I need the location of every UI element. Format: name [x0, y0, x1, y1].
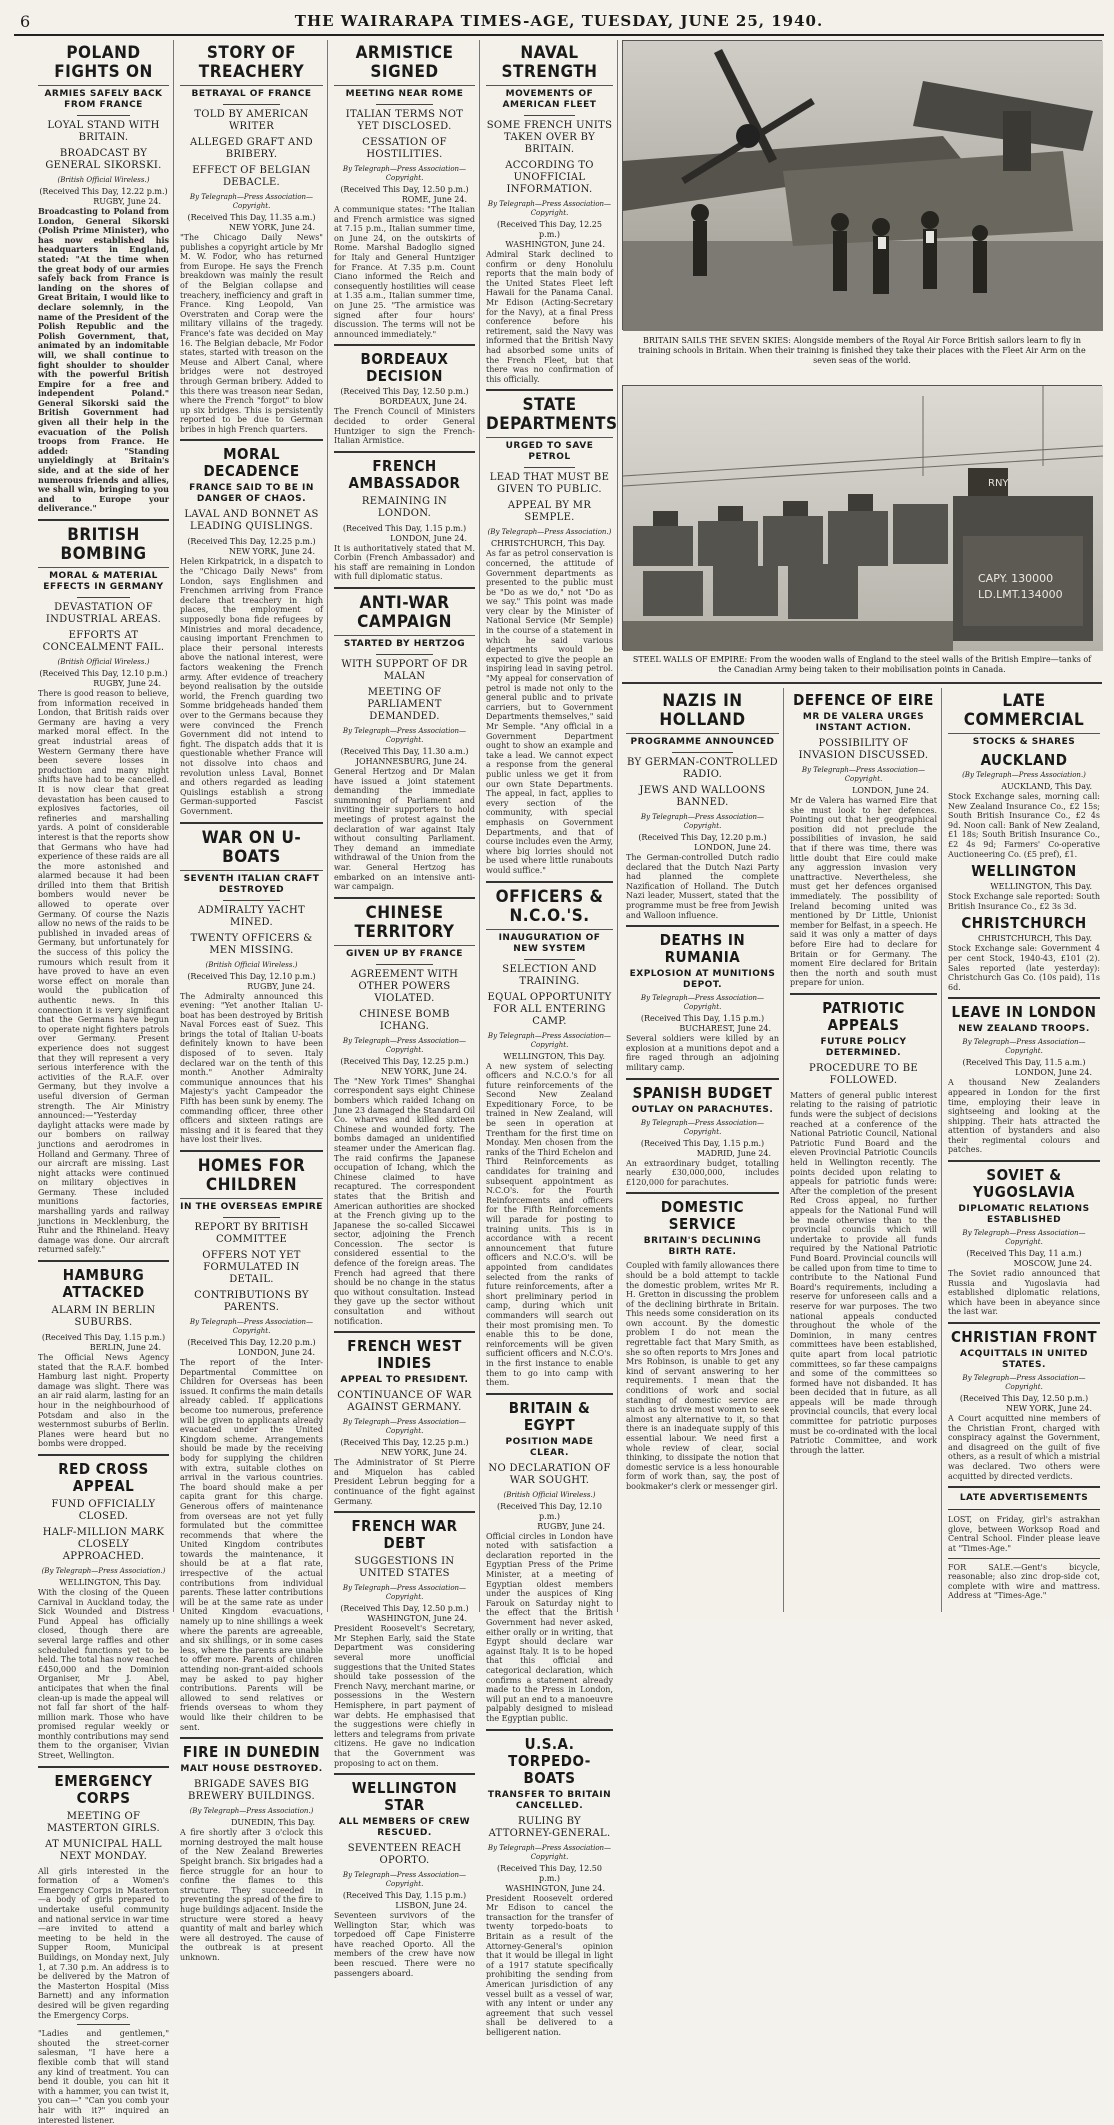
subhead: FUTURE POLICY DETERMINED.: [820, 1036, 907, 1058]
byline: By Telegraph—Press Association—Copyright.: [342, 727, 467, 745]
subhead: NEW ZEALAND TROOPS.: [958, 1024, 1090, 1035]
headline-bordeaux: BORDEAUX DECISION: [360, 350, 449, 386]
deck: ALARM IN BERLIN SUBURBS.: [51, 1305, 156, 1329]
deck: RULING BY ATTORNEY-GENERAL.: [488, 1815, 611, 1839]
dateline: NEW YORK, June 24.: [380, 1066, 467, 1076]
deck: AGREEMENT WITH OTHER POWERS VIOLATED.: [350, 968, 459, 1004]
article-body: A Court acquitted nine members of the Christian Front, charged with conspiracy against the Government, and disagreed on the guilt of five others, as a result of which a mistrial was declared. Two others were acquitted by directed verdicts.: [948, 1414, 1100, 1481]
article-body: The "New York Times" Shanghai correspondent says eight Chinese bombers which raided Ichang on June 23 damaged the Standard Oil Co. wharves and killed sixteen Chinese and wounded forty. The bombs damaged an unidentified steamer under the American flag. The raid confirms the Japanese occupation of Ichang, which the Chinese claimed to have recaptured. The correspondent states that the British and American authorities are shocked at the French giving up to the Japanese the so-called Siccawei sector, adjoining the French Concession. The sector is considered essential to the defence of the foreign areas. The French had agreed that there should be no change in the status quo without consultation. Instead they gave up the sector without consultation and without notification.: [334, 1076, 475, 1326]
subhead: MEETING NEAR ROME: [345, 89, 464, 99]
article-body: It is authoritatively stated that M. Corbin (French Ambassador) and his staff are remaining in London with full diplomatic status.: [334, 543, 475, 582]
page-number: 6: [20, 12, 31, 31]
photo-caption-tanks: STEEL WALLS OF EMPIRE: From the wooden walls of England to the steel walls of the British Empire—tanks of the Canadian Army being taken to their mobilisation points in Canada.: [632, 655, 1092, 674]
received-line: (Received This Day, 12.50 p.m.): [340, 185, 469, 194]
article-body: President Roosevelt's Secretary, Mr Stephen Early, said the State Department was considering several more unofficial suggestions that the United States should take possession of the French Navy, merchant marine, or possessions in the Western Hemisphere, in part payment of war debts. He emphasised that the suggestions were chiefly in letters and telegrams from private citizens. He gave no indication that the Government was proposing to act on them.: [334, 1624, 475, 1768]
byline: By Telegraph—Press Association—Copyright.: [487, 1031, 612, 1049]
byline: By Telegraph—Press Association—Copyright.: [342, 1036, 467, 1054]
deck: MEETING OF MASTERTON GIRLS.: [46, 1810, 160, 1834]
byline: (British Official Wireless.): [57, 658, 150, 666]
article-body: A new system of selecting officers and N.C.O.'s for all future reinforcements of the Second New Zealand Expeditionary Force, to be trained in New Zealand, will be seen in operation at Trentham for the first time on Monday. Men chosen from the ranks of the Third Echelon and Third Reinforcements as candidates for training and subsequent appointment as N.C.O's. for the Fourth Reinforcements and officers for the Fifth Reinforcements will parade for posting to training units. This is in accordance with a recent announcement that future officers and N.C.O's. will be appointed from candidates selected from the ranks of future reinforcements, after a short preliminary period in camp, during which unit commanders will search out their most promising men. To enable this to be done, reinforcements will be given sufficient officers and N.C.O's. in the first instance to enable them to go into camp with them.: [486, 1061, 613, 1388]
article-body: The Admiralty announced this evening: "Yet another Italian U-boat has been destroyed by British Naval Forces east of Suez. This brings the total of Italian U-boats definitely known to have been disposed of to seven. Italy declared war on the tenth of this month." Another Admiralty communique announces that his Majesty's yacht Campeador the Fifth has been sunk by enemy. The commanding officer, three other officers and sixteen ratings are missing and it is feared that they have lost their lives.: [180, 991, 323, 1145]
subhead: OUTLAY ON PARACHUTES.: [631, 1104, 774, 1115]
deck: CHINESE BOMB ICHANG.: [359, 1008, 450, 1032]
deck: MEETING OF PARLIAMENT DEMANDED.: [367, 687, 442, 723]
byline: By Telegraph—Press Association—Copyright.: [487, 200, 612, 217]
dateline: MOSCOW, June 24.: [1013, 1259, 1092, 1269]
received-line: (Received This Day, 11.35 a.m.): [187, 213, 316, 222]
dateline: ROME, June 24.: [401, 195, 467, 204]
deck: LOYAL STAND WITH BRITAIN.: [47, 120, 160, 143]
deck: EQUAL OPPORTUNITY FOR ALL ENTERING CAMP.: [487, 991, 612, 1027]
headline-late-commercial: LATE COMMERCIAL: [948, 692, 1100, 734]
deck: SELECTION AND TRAINING.: [502, 963, 597, 987]
article-body: The French Council of Ministers decided to order General Huntziger to sign the French-Italian Armistice.: [334, 407, 475, 446]
byline: (British Official Wireless.): [503, 1490, 596, 1499]
subhead: ACQUITTALS IN UNITED STATES.: [960, 1349, 1088, 1371]
subhead: IN THE OVERSEAS EMPIRE: [180, 1202, 323, 1212]
received-line: (Received This Day, 11 a.m.): [966, 1249, 1082, 1259]
received-line: (Received This Day, 12.10 p.m.): [497, 1501, 602, 1521]
headline-domestic-service: DOMESTIC SERVICE: [660, 1198, 745, 1234]
article-body: Matters of general public interest relating to the raising of patriotic funds were the subject of decisions reached at a conference of the National Patriotic Council, National Patriotic Fund Board and the eleven Provincial Patriotic Councils held in Wellington recently. The points decided upon relating to appeals for patriotic funds were: After the completion of the present Red Cross appeal, no further appeals for the National Fund will be made otherwise than to the provincial councils which will undertake to provide all funds required by the National Patriotic Fund Board. Provincial councils will be called upon from time to time to contribute to the National Fund Board's requirements, including a reserve for unforeseen calls and a reserve for war purposes. The two national appeals conducted throughout the whole of the Dominion, in many centres committees have been established, quite apart from local patriotic committees, so far these campaigns and some of the committees so formed have not disbanded. It has been decided that in future, as all appeals will be made through provincial councils, that every local committee for patriotic purposes must be co-ordinated with the local Patriotic Committee, and work through the latter.: [790, 1090, 937, 1455]
column-4: [482, 40, 618, 2037]
aircraft-photo-image: [623, 41, 1103, 331]
deck: TOLD BY AMERICAN WRITER: [194, 109, 309, 132]
subhead: SEVENTH ITALIAN CRAFT DESTROYED: [183, 873, 320, 895]
received-line: (Received This Day, 11.30 a.m.): [340, 747, 469, 757]
article-body: Stock Exchange sale: Government 4 per cent Stock, 1940-43, £101 (2). Sales reported (late yesterday): Christchurch Gas Co. (10s paid), 11s 6d.: [948, 944, 1100, 992]
subhead: ARMIES SAFELY BACK FROM FRANCE: [44, 89, 163, 110]
deck: CESSATION OF HOSTILITIES.: [362, 137, 447, 160]
dateline: RUGBY, June 24.: [93, 197, 161, 206]
subhead: BETRAYAL OF FRANCE: [191, 89, 312, 99]
byline: By Telegraph—Press Association—Copyright.: [342, 165, 467, 182]
received-line: (Received This Day, 12.25 p.m.): [340, 1438, 469, 1448]
column-2: [176, 40, 328, 1962]
headline-officers-ncos: OFFICERS & N.C.O.'S.: [486, 888, 613, 930]
headline-treachery: STORY OF TREACHERY: [180, 44, 323, 86]
subhead: MORAL & MATERIAL EFFECTS IN GERMANY: [43, 571, 164, 592]
subhead: BRITAIN'S DECLINING BIRTH RATE.: [643, 1236, 762, 1258]
article-body: Several soldiers were killed by an explosion at a munitions depot and a fire raged through an adjoining military camp.: [626, 1034, 779, 1072]
subhead: STOCKS & SHARES: [972, 737, 1076, 747]
received-line: (Received This Day, 12.25 p.m.): [187, 537, 316, 547]
headline-fire-dunedin: FIRE IN DUNEDIN: [182, 1743, 321, 1762]
railcar-stencil-capacity: CAPY. 130000: [978, 572, 1054, 585]
headline-french-ambassador: FRENCH AMBASSADOR: [348, 456, 461, 492]
subhead: EXPLOSION AT MUNITIONS DEPOT.: [629, 969, 776, 991]
deck: SEVENTEEN REACH OPORTO.: [347, 1843, 462, 1867]
deck: TWENTY OFFICERS & MEN MISSING.: [190, 932, 313, 956]
article-body: A thousand New Zealanders appeared in London for the first time, employing their leave in sightseeing and looking at the shipping. Their hats attracted the attention of bystanders and also their regimental colours and patches.: [948, 1078, 1100, 1155]
headline-poland: POLAND FIGHTS ON: [38, 44, 169, 86]
byline: By Telegraph—Press Association—Copyright.: [189, 1318, 314, 1335]
byline: By Telegraph—Press Association—Copyright.: [487, 1843, 612, 1861]
headline-deaths-rumania: DEATHS IN RUMANIA: [659, 931, 746, 967]
byline: By Telegraph—Press Association—Copyright.: [962, 1229, 1086, 1247]
subhead: TRANSFER TO BRITAIN CANCELLED.: [487, 1789, 612, 1811]
article-body: All girls interested in the formation of a Women's Emergency Corps in Masterton—a body of girls prepared to undertake useful community and national service in war time—are invited to attend a meeting to be held in the Supper Room, Municipal Buildings, on Monday next, July 1, at 7.30 p.m. An address is to be delivered by the Matron of the Masterton Hospital (Miss Barnett) and any information desired will be given regarding the Emergency Corps.: [38, 1866, 169, 2020]
headline-hamburg: HAMBURG ATTACKED: [62, 1266, 145, 1302]
column-5: [622, 688, 784, 1612]
received-line: (Received This Day, 12.50 p.m.): [497, 1863, 602, 1883]
deck: LAVAL AND BONNET AS LEADING QUISLINGS.: [184, 509, 319, 533]
deck: EFFORTS AT CONCEALMENT FAIL.: [42, 630, 165, 653]
column-3: [330, 40, 480, 1978]
article-body: The report of the Inter-Departmental Committee on Children for Overseas has been issued. It confirms the main details already cabled. If applications become too numerous, preference will be given to applicants already evacuated under the United Kingdom scheme. Arrangements should be made by the receiving body for supplying the children with extra, suitable clothes on arrival in the various countries. The board should make a per capita grant for this charge. Generous offers of maintenance from overseas are not yet fully formulated but the committee recommends that where the United Kingdom contributes towards the maintenance, it should be at a flat rate, irrespective of the actual contributions from individual parents. These latter contributions will be at the same rate as under United Kingdom evacuations, namely up to nine shillings a week where the parents are agreeable, and six shillings, or in some cases less, where the parents are unable to offer more. Parents of children attending non-grant-aided schools may be asked to pay higher contributions. Parents will be allowed to send relatives or friends overseas to whom they would like their children to be sent.: [180, 1358, 323, 1732]
received-line: (Received This Day, 12.22 p.m.): [39, 187, 168, 196]
byline: By Telegraph—Press Association—Copyright.: [342, 1871, 467, 1889]
railcar-stencil-load-limit: LD.LMT.134000: [978, 588, 1063, 601]
article-body: Helen Kirkpatrick, in a dispatch to the "Chicago Daily News" from London, says Englishmen and Frenchmen arriving from France declare that treachery in high places, the employment of supposedly bona fide refugees by Ministries and moral decadence, causing important Frenchmen to place their personal interests above the national interest, were factors weakening the French army. After evidence of treachery beyond realisation by the outside world, the French guarding two Somme bridgeheads handed them over to the Germans because they were convinced the French Government did not intend to fight. The dispatch adds that it is questionable whether France will not dissolve into chaos and revolution unless Laval, Bonnet and others regarded as leading Quislings establish a strong German-supported Fascist Government.: [180, 557, 323, 816]
deck: BY GERMAN-CONTROLLED RADIO.: [627, 757, 778, 780]
photo-caption-aircraft: BRITAIN SAILS THE SEVEN SKIES: Alongside members of the Royal Air Force British sailors learn to fly in training schools in Britain. When their training is finished they take their places with the Fleet Air Arm on the seven seas of the world.: [638, 336, 1086, 365]
received-line: (Received This Day, 12.25 p.m.): [497, 220, 602, 239]
article-body: Mr de Valera has warned Eire that she must look to her defences. Pointing out that her geographical position did not preclude the possibilities of invasion, he said that if there was time, there was little doubt that Eire could make any aggression invasion very unattractive. Nevertheless, she must get her defences organised immediately. The possibility of Ireland becoming united was mentioned by Dr Little, Unionist member for Belfast, in a speech. He said it was only a matter of days before Eire had to declare for Britain or for Germany. The moment Eire declared for Britain then the north and south must prepare for union.: [790, 796, 937, 988]
headline-defence-eire: DEFENCE OF EIRE: [793, 691, 934, 709]
headline-patriotic-appeals: PATRIOTIC APPEALS: [822, 998, 905, 1034]
byline: By Telegraph—Press Association—Copyright.: [640, 1118, 765, 1136]
deck: EFFECT OF BELGIAN DEBACLE.: [192, 165, 311, 188]
deck: ALLEGED GRAFT AND BRIBERY.: [190, 137, 313, 160]
byline: (British Official Wireless.): [205, 960, 298, 969]
headline-moral-decadence: MORAL DECADENCE: [203, 445, 300, 481]
headline-britain-egypt: BRITAIN & EGYPT: [508, 1398, 591, 1434]
deck: BRIGADE SAVES BIG BREWERY BUILDINGS.: [188, 1779, 315, 1803]
headline-homes-for-children: HOMES FOR CHILDREN: [180, 1157, 323, 1199]
section-wellington: WELLINGTON: [971, 862, 1077, 881]
article-body: Broadcasting to Poland from London, General Sikorski (Polish Prime Minister), who has now established his headquarters in England, stated: "At the time when the great body of our armies safely back from France is landing on the shores of Great Britain, I would like to declare solemnly, in the name of the President of the Polish Republic and the Polish Government, that, animated by an indomitable will, we shall continue to fight shoulder to shoulder with the powerful British Empire for a free and independent Poland." General Sikorski said the British Government had given all their help in the evacuation of the Polish troops from France. He added: "Standing unyieldingly at Britain's side, and at the side of her numerous friends and allies, we shall win, bringing to you and to Europe your deliverance.": [38, 206, 169, 514]
dateline: NEW YORK, June 24.: [1005, 1404, 1092, 1414]
deck: SUGGESTIONS IN UNITED STATES: [354, 1556, 455, 1580]
deck: BROADCAST BY GENERAL SIKORSKI.: [45, 148, 162, 171]
headline-nazis-holland: NAZIS IN HOLLAND: [626, 692, 779, 734]
received-line: (Received This Day, 1.15 p.m.): [342, 1891, 467, 1901]
headline-leave-london: LEAVE IN LONDON: [951, 1003, 1097, 1022]
newspaper-title: THE WAIRARAPA TIMES-AGE, TUESDAY, JUNE 25, 1940.: [294, 12, 824, 30]
received-line: (Received This Day, 12.10 p.m.): [39, 669, 168, 678]
byline: (By Telegraph—Press Association.): [487, 528, 612, 537]
dateline: WELLINGTON, This Day.: [503, 1051, 605, 1061]
dateline: RUGBY, June 24.: [247, 981, 315, 991]
deck: CONTRIBUTIONS BY PARENTS.: [194, 1290, 309, 1313]
subhead: MALT HOUSE DESTROYED.: [180, 1764, 323, 1775]
deck: REMAINING IN LONDON.: [361, 495, 448, 519]
byline: (British Official Wireless.): [57, 176, 150, 184]
headline-emergency-corps: EMERGENCY CORPS: [54, 1771, 153, 1807]
headline-christian-front: CHRISTIAN FRONT: [950, 1328, 1098, 1347]
received-line: (Received This Day, 12.20 p.m.): [187, 1338, 316, 1347]
dateline: LISBON, June 24.: [395, 1901, 467, 1911]
deck: AT MUNICIPAL HALL NEXT MONDAY.: [45, 1838, 162, 1862]
subhead: MOVEMENTS OF AMERICAN FLEET: [502, 89, 597, 110]
article-body: A communique states: "The Italian and French armistice was signed at 7.15 p.m., Italian summer time, on June 24, on the outskirts of Rome. Marshal Badoglio signed for Italy and General Huntziger for France. At 7.35 p.m. Count Ciano informed the Reich and consequently hostilities will cease at 1.35 a.m., Italian summer time, on June 25. "The armistice was signed after four hours' discussion. The terms will not be announced immediately.": [334, 205, 475, 339]
deck: NO DECLARATION OF WAR SOUGHT.: [488, 1462, 611, 1486]
dateline: NEW YORK, June 24.: [228, 223, 315, 232]
dateline: MADRID, June 24.: [696, 1148, 771, 1158]
section-christchurch: CHRISTCHURCH: [961, 914, 1087, 933]
headline-state-departments: STATE DEPARTMENTS: [486, 396, 613, 438]
dateline: CHRISTCHURCH, This Day.: [977, 934, 1092, 944]
deck: POSSIBILITY OF INVASION DISCUSSED.: [798, 738, 929, 761]
subhead: MR DE VALERA URGES INSTANT ACTION.: [802, 712, 925, 733]
received-line: (Received This Day, 12.10 p.m.): [187, 971, 316, 981]
dateline: AUCKLAND, This Day.: [1001, 782, 1092, 791]
dateline: BERLIN, June 24.: [89, 1343, 161, 1353]
deck: ADMIRALTY YACHT MINED.: [197, 904, 306, 928]
filler-joke: "Ladies and gentlemen," shouted the street-corner salesman, "I have here a flexible comb that will stand any kind of treatment. You can bend it double, you can hit it with a hammer, you can twist it, you can—" "Can you comb your hair with it?" inquired an interested listener.: [38, 2029, 169, 2125]
dateline: BUCHAREST, June 24.: [679, 1024, 771, 1034]
byline: By Telegraph—Press Association—Copyright.: [962, 1374, 1086, 1392]
dateline: LONDON, June 24.: [1015, 1068, 1092, 1078]
headline-armistice: ARMISTICE SIGNED: [334, 44, 475, 86]
headline-spanish-budget: SPANISH BUDGET: [632, 1083, 773, 1102]
headline-wellington-star: WELLINGTON STAR: [351, 1779, 458, 1815]
subhead: POSITION MADE CLEAR.: [505, 1436, 594, 1458]
subhead: ALL MEMBERS OF CREW RESCUED.: [338, 1817, 471, 1839]
deck: PROCEDURE TO BE FOLLOWED.: [808, 1062, 919, 1086]
article-body: The Administrator of St Pierre and Miquelon has cabled President Lebrun begging for a continuance of the fight against Germany.: [334, 1458, 475, 1506]
byline: By Telegraph—Press Association—Copyright.: [640, 994, 765, 1012]
deck: DEVASTATION OF INDUSTRIAL AREAS.: [45, 602, 162, 625]
classified-ad-for-sale: FOR SALE.—Gent's bicycle, reasonable; also zinc drop-side cot, complete with wire and mattress. Address at "Times-Age.": [948, 1562, 1100, 1601]
received-line: (Received This Day, 12.20 p.m.): [638, 833, 767, 842]
byline: By Telegraph—Press Association—Copyright.: [801, 766, 926, 783]
classified-ad-lost: LOST, on Friday, girl's astrakhan glove, between Worksop Road and Central School. Finder please leave at "Times-Age.": [948, 1515, 1100, 1553]
byline: By Telegraph—Press Association—Copyright.: [962, 1038, 1086, 1056]
headline-torpedo-boats: U.S.A. TORPEDO-BOATS: [508, 1734, 591, 1787]
article-body: Official circles in London have noted with satisfaction a declaration reported in the Egyptian Press of the Prime Minister, at a meeting of Egyptian oldest members under the auspices of King Farouk on Saturday night to the effect that the British Government had never asked, either orally or in writing, that Egypt should declare war against Italy. It is to be hoped that this official and categorical declaration, which confirms a statement already made to the Press in London, will put an end to a manoeuvre palpably designed to mislead the Egyptian public.: [486, 1531, 613, 1723]
dateline: LONDON, June 24.: [390, 533, 467, 543]
headline-french-west-indies: FRENCH WEST INDIES: [347, 1337, 462, 1373]
dateline: JOHANNESBURG, June 24.: [355, 757, 467, 767]
article-body: General Hertzog and Dr Malan have issued a joint statement demanding the immediate summoning of Parliament and inviting their supporters to hold meetings of protest against the declaration of war against Italy without consulting Parliament. They demand an immediate withdrawal of the Union from the war. General Hertzog has embarked on an intensive anti-war campaign.: [334, 767, 475, 892]
dateline: DUNEDIN, This Day.: [230, 1818, 315, 1828]
received-line: (Received This Day, 12.50 p.m.): [340, 387, 469, 397]
subhead: INAUGURATION OF NEW SYSTEM: [498, 932, 601, 954]
column-6: [786, 688, 942, 1612]
headline-naval-strength: NAVAL STRENGTH: [486, 44, 613, 86]
byline: (By Telegraph—Press Association.): [962, 771, 1086, 779]
deck: OFFERS NOT YET FORMULATED IN DETAIL.: [202, 1250, 301, 1285]
dateline: WASHINGTON, June 24.: [505, 1883, 605, 1893]
headline-red-cross: RED CROSS APPEAL: [58, 1459, 149, 1495]
article-body: Stock Exchange sale reported: South British Insurance Co., £2 3s 3d.: [948, 892, 1100, 911]
deck: JEWS AND WALLOONS BANNED.: [639, 785, 766, 808]
byline: By Telegraph—Press Association—Copyright.: [342, 1584, 467, 1602]
byline: (By Telegraph—Press Association.): [189, 1807, 314, 1816]
dateline: LONDON, June 24.: [852, 786, 929, 795]
deck: LEAD THAT MUST BE GIVEN TO PUBLIC.: [489, 472, 610, 496]
headline-soviet-yugoslavia: SOVIET & YUGOSLAVIA: [973, 1166, 1075, 1202]
deck: ITALIAN TERMS NOT YET DISCLOSED.: [345, 109, 464, 132]
deck: REPORT BY BRITISH COMMITTEE: [194, 1222, 309, 1245]
headline-french-war-debt: FRENCH WAR DEBT: [351, 1517, 458, 1553]
dateline: WASHINGTON, June 24.: [505, 240, 605, 249]
section-auckland: AUCKLAND: [980, 751, 1068, 769]
byline: By Telegraph—Press Association—Copyright.: [189, 193, 314, 210]
tanks-photo-image: [623, 386, 1103, 651]
headline-u-boats: WAR ON U-BOATS: [180, 829, 323, 871]
subhead: URGED TO SAVE PETROL: [505, 441, 594, 463]
article-body: A fire shortly after 3 o'clock this morning destroyed the malt house of the New Zealand Breweries Speight branch. Six brigades had a fierce struggle for an hour to confine the flames to this structure. They succeeded in preventing the spread of the fire to huge buildings adjacent. Inside the structure were stored a heavy quantity of malt and barley which were all destroyed. The cause of the outbreak is at present unknown.: [180, 1828, 323, 1962]
dateline: CHRISTCHURCH, This Day.: [490, 539, 605, 549]
late-advertisements-heading: LATE ADVERTISEMENTS: [959, 1493, 1089, 1504]
deck: SOME FRENCH UNITS TAKEN OVER BY BRITAIN.: [486, 120, 613, 155]
deck: FUND OFFICIALLY CLOSED.: [51, 1498, 156, 1522]
deck: APPEAL BY MR SEMPLE.: [507, 500, 592, 524]
received-line: (Received This Day, 1.15 p.m.): [640, 1014, 765, 1024]
masthead: [14, 10, 1104, 36]
dateline: RUGBY, June 24.: [537, 1521, 605, 1531]
deck: CONTINUANCE OF WAR AGAINST GERMANY.: [337, 1390, 472, 1414]
article-body: As far as petrol conservation is concerned, the attitude of Government departments as presented to the public must be "Do as we do," not "Do as we say." This point was made very clear by the Minister of National Service (Mr Semple) in the course of a statement in which he said various departments would be expected to give the people an inspiring lead in saving petrol. "My appeal for conservation of petrol is made not only to the general public and to private carriers, but to Government Departments themselves," said Mr Semple. "Any official in a Government Department ought to show an example and take a lead. We cannot expect a response from the general public unless we get it from our own State Departments. The appeal, in fact, applies to every section of the community, with special emphasis on Government Departments, and that of course includes even the Army, where big lorries should not be used where little runabouts would suffice.": [486, 549, 613, 875]
dateline: WELLINGTON, This Day.: [990, 882, 1092, 892]
dateline: RUGBY, June 24.: [93, 679, 161, 688]
subhead: APPEAL TO PRESIDENT.: [340, 1375, 469, 1386]
deck: HALF-MILLION MARK CLOSELY APPROACHED.: [42, 1526, 165, 1562]
article-body: Coupled with family allowances there should be a bold attempt to tackle the domestic problem, writes Mr R. H. Gretton in discussing the problem of the declining birthrate in Britain. This needs some consideration on its own account. By the domestic problem I do not mean the regrettable fact that Mary Smith, as she so often reports to Mrs Jones and Mrs Robinson, is unable to get any kind of servant answering to her requirements. I mean that the conditions of work and social standing of domestic service are such as to drive most women to seek almost any alternative to it, so that there is an inadequate supply of this essential labour. We need first a whole review of clear, social thinking, to dissipate the notion that domestic service is a less honourable form of work than, say, the post of bookmaker's clerk or messenger girl.: [626, 1261, 779, 1491]
dateline: LONDON, June 24.: [238, 1348, 315, 1357]
dateline: NEW YORK, June 24.: [380, 1448, 467, 1458]
received-line: (Received This Day, 1.15 p.m.): [41, 1333, 166, 1343]
byline: By Telegraph—Press Association—Copyright.: [342, 1418, 467, 1436]
article-body: With the closing of the Queen Carnival in Auckland today, the Sick Wounded and Distress Fund Appeal has officially closed, though there are several large raffles and other scheduled functions yet to be held. The total has now reached £450,000 and the Dominion Organiser, Mr J. Abel, anticipates that when the final clean-up is made the appeal will not fall far short of the half-million mark. Those who have promised regular weekly or monthly contributions may send them to the organiser, Vivian Street, Wellington.: [38, 1587, 169, 1761]
deck: WITH SUPPORT OF DR MALAN: [341, 659, 468, 683]
received-line: (Received This Day, 1.15 p.m.): [342, 523, 467, 533]
received-line: (Received This Day, 11.5 a.m.): [962, 1058, 1086, 1068]
dateline: LONDON, June 24.: [694, 843, 771, 852]
subhead: DIPLOMATIC RELATIONS ESTABLISHED: [958, 1204, 1090, 1226]
subhead: STARTED BY HERTZOG: [343, 639, 466, 650]
article-body: "The Chicago Daily News" publishes a copyright article by Mr M. W. Fodor, who has returned from Europe. He says the French breakdown was mainly the result of the Belgian collapse and treachery, inefficiency and graft in France. King Leopold, Van Overstraten and Corap were the military villains of the tragedy. France's fate was decided on May 16. The Belgian debacle, Mr Fodor states, started with treason on the Meuse and Albert Canal, where bridges were not destroyed through German bribery. Added to this there was treason near Sedan, where the French "forgot" to blow up six bridges. This is persistently reported to be due to German bribes in high French quarters.: [180, 233, 323, 434]
article-body: Stock Exchange sales, morning call: New Zealand Insurance Co., £2 15s; South British Insurance Co., £2 4s 9d. Noon call: Bank of New Zealand, £1 18s; South British Insurance Co., £2 4s 9d; Farmers' Co-operative Auctioneering Co. (£5 pref), £1.: [948, 792, 1100, 859]
dateline: WASHINGTON, June 24.: [367, 1614, 467, 1624]
byline: (By Telegraph—Press Association.): [41, 1566, 166, 1575]
section-divider: [622, 682, 1102, 684]
deck: ACCORDING TO UNOFFICIAL INFORMATION.: [505, 160, 594, 195]
article-body: An extraordinary budget, totalling nearly £30,000,000, includes £120,000 for parachutes.: [626, 1158, 779, 1187]
article-body: The German-controlled Dutch radio declared that the Dutch Nazi Party had planned the complete Nazification of Holland. The Dutch Nazi leader, Mussert, stated that the programme must be free from Jewish and Walloon influence.: [626, 853, 779, 920]
subhead: GIVEN UP BY FRANCE: [346, 948, 463, 959]
subhead: PROGRAMME ANNOUNCED: [630, 737, 775, 747]
received-line: (Received This Day, 12.50 p.m.): [959, 1394, 1089, 1404]
headline-chinese-territory: CHINESE TERRITORY: [334, 904, 475, 946]
byline: By Telegraph—Press Association—Copyright.: [640, 813, 765, 830]
received-line: (Received This Day, 1.15 p.m.): [640, 1138, 765, 1148]
dateline: BORDEAUX, June 24.: [379, 397, 467, 407]
dateline: WELLINGTON, This Day.: [59, 1577, 161, 1587]
column-7: [944, 688, 1104, 1612]
article-body: There is good reason to believe, from information received in London, that British raids over Germany are having a very marked moral effect. In the great industrial areas of Western Germany there have been severe losses in production and many night shifts have had to be cancelled. It is now clear that great devastation has been caused to explosives factories, oil refineries and marshalling yards. A point of considerable interest is that the reports show that Germans who have had experience of these raids are all the more astonished and alarmed because it had been drilled into them that British bombers would never be allowed to operate over Germany. Of course the Nazis allow no news of the raids to be published in invaded areas of Germany, but unfortunately for the success of this policy the rumours which result from it have proved to have an even worse effect on morale than would the publication of authentic news. In this connection it is very significant that the Germans have begun to operate night fighters patrols over Germany. Present experience does not suggest that they will represent a very serious interference with the activities of the R.A.F. over Germany, but they involve a useful diversion of German strength. The Air Ministry announced:—"Yesterday daylight attacks were made by our bombers on railway junctions and aerodromes in Holland and Germany. Three of our aircraft are missing. Last night attacks were continued on military objectives in Germany. These included munitions factories, marshalling yards and railway junctions in Mecklenburg, the Ruhr and the Rhineland. Heavy damage was done. Our aircraft returned safely.": [38, 689, 169, 1255]
article-body: The Soviet radio announced that Russia and Yugoslavia had established diplomatic relations, which have been in abeyance since the last war.: [948, 1269, 1100, 1317]
tank-turret-stencil: RNY: [988, 478, 1009, 489]
received-line: (Received This Day, 12.50 p.m.): [340, 1604, 469, 1614]
article-body: Admiral Stark declined to confirm or deny Honolulu reports that the main body of the United States Fleet left Hawaii for the Panama Canal. Mr Edison (Acting-Secretary for the Navy), at a final Press conference before his retirement, said the Navy was informed that the British Navy had absorbed some units of the French Fleet, but that there was no confirmation of this officially.: [486, 250, 613, 384]
received-line: (Received This Day, 12.25 p.m.): [340, 1056, 469, 1066]
article-body: President Roosevelt ordered Mr Edison to cancel the transaction for the transfer of twenty torpedo-boats to Britain as a result of the Attorney-General's opinion that it would be illegal in light of a 1917 statute specifically prohibiting the sending from American jurisdiction of any vessel built as a vessel of war, with any intent or under any agreement that such vessel shall be delivered to a belligerent nation.: [486, 1893, 613, 2037]
photo-aircraft-sailors: [622, 40, 1102, 330]
article-body: Seventeen survivors of the Wellington Star, which was torpedoed off Cape Finisterre have reached Oporto. All the members of the crew have now been rescued. There were no passengers aboard.: [334, 1911, 475, 1978]
headline-anti-war: ANTI-WAR CAMPAIGN: [334, 594, 475, 636]
dateline: NEW YORK, June 24.: [228, 547, 315, 557]
headline-british-bombing: BRITISH BOMBING: [38, 526, 169, 568]
photo-tanks: [622, 385, 1102, 650]
subhead: FRANCE SAID TO BE IN DANGER OF CHAOS.: [189, 483, 314, 505]
article-body: The Official News Agency stated that the R.A.F. bombed Hamburg last night. Property damage was slight. There was an air raid alarm, lasting for an hour in the neighbourhood of Potsdam and also in the westernmost suburbs of Berlin. Planes were heard but no bombs were dropped.: [38, 1353, 169, 1449]
column-1: [34, 40, 174, 2125]
